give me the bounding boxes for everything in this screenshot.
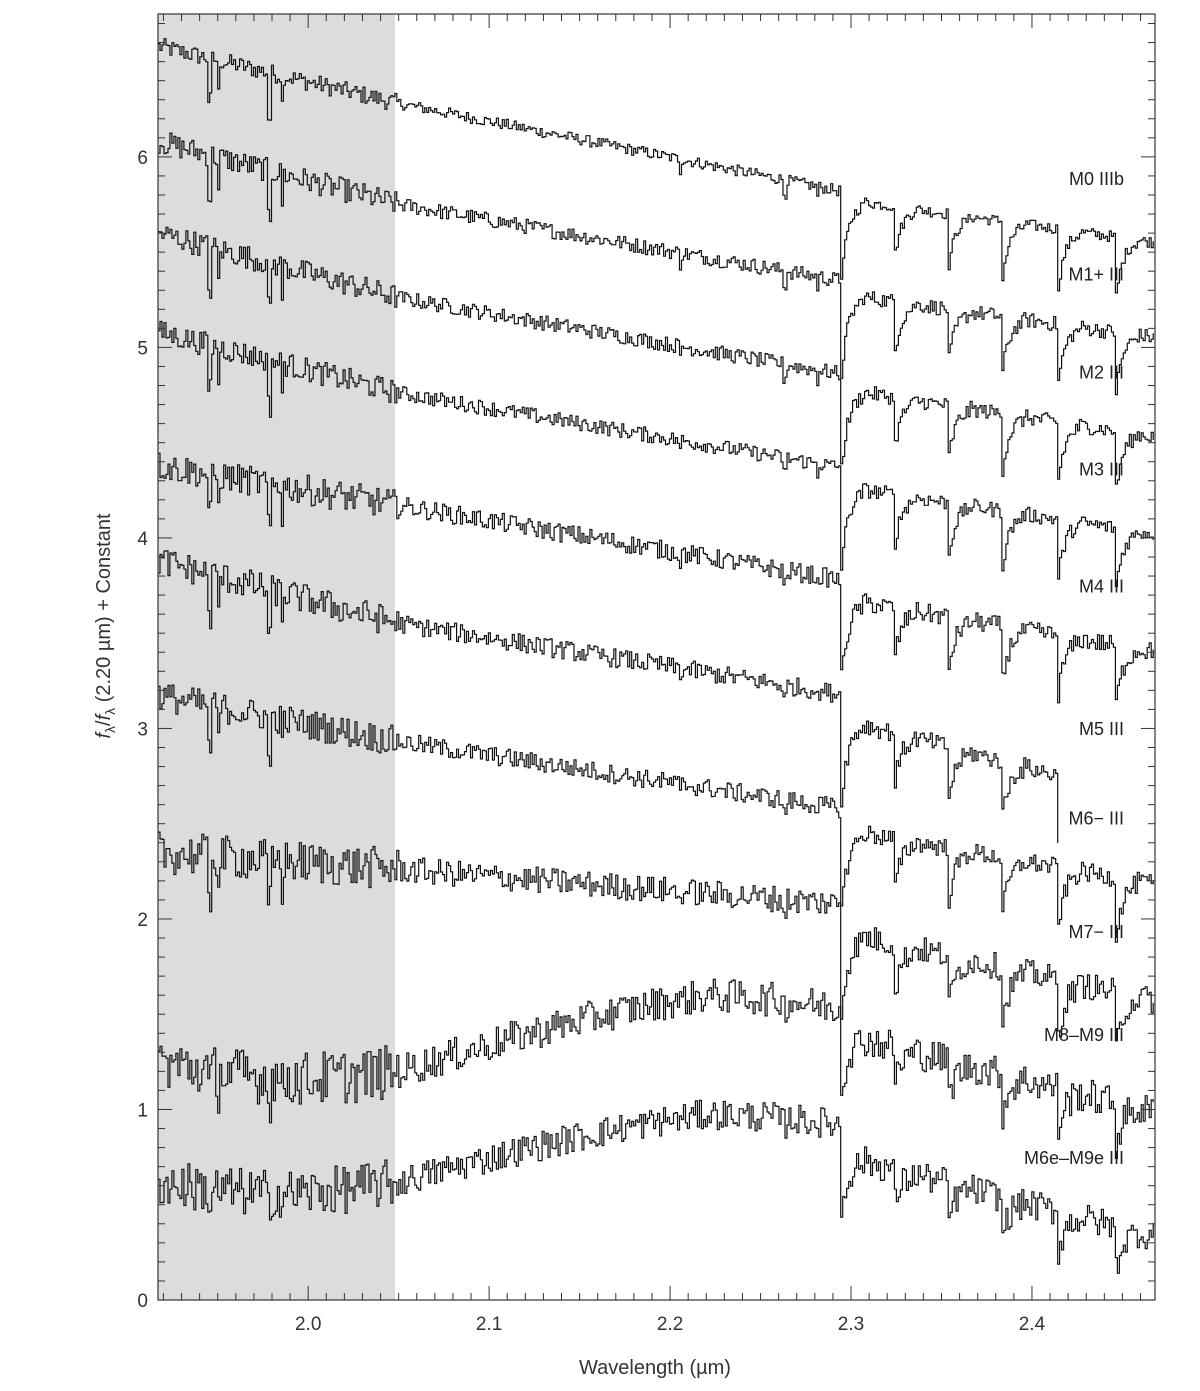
y-tick-label: 0 xyxy=(137,1291,148,1312)
y-title-f2: f xyxy=(93,714,115,721)
y-tick-label: 4 xyxy=(137,528,148,550)
series-label: M3 III xyxy=(1078,459,1124,480)
series-label: M6e–M9e III xyxy=(1023,1148,1124,1169)
y-tick-label: 3 xyxy=(137,719,148,741)
y-title-sub1: λ xyxy=(102,725,118,733)
y-tick-label: 1 xyxy=(137,1100,148,1122)
x-tick-label: 2.3 xyxy=(837,1314,865,1335)
series-label: M0 IIIb xyxy=(1068,169,1124,190)
y-tick-labels xyxy=(137,148,148,1312)
x-tick-label: 2.4 xyxy=(1018,1314,1046,1335)
series-label: M2 III xyxy=(1078,362,1124,383)
shaded-region xyxy=(158,14,395,1300)
x-tick-label: 2.2 xyxy=(656,1314,684,1335)
y-tick-label: 5 xyxy=(137,338,148,360)
series-label: M5 III xyxy=(1078,719,1124,740)
y-tick-label: 6 xyxy=(137,147,148,169)
x-tick-labels xyxy=(295,1314,1046,1335)
y-title-f1: f xyxy=(93,732,115,739)
y-title-rest: (2.20 µm) + Constant xyxy=(93,513,115,708)
y-axis-title xyxy=(93,513,118,739)
x-axis-title: Wavelength (µm) xyxy=(579,1357,731,1379)
series-label: M1+ III xyxy=(1068,264,1124,285)
y-tick-label: 2 xyxy=(137,909,148,931)
series-label: M8–M9 III xyxy=(1043,1024,1124,1045)
series-label: M7− III xyxy=(1068,921,1124,942)
series-label: M6− III xyxy=(1068,808,1124,829)
y-title-slash: / xyxy=(93,720,115,726)
x-tick-label: 2.0 xyxy=(294,1314,322,1335)
y-title-sub2: λ xyxy=(102,707,118,715)
series-label: M4 III xyxy=(1078,576,1124,597)
x-tick-label: 2.1 xyxy=(475,1314,503,1335)
